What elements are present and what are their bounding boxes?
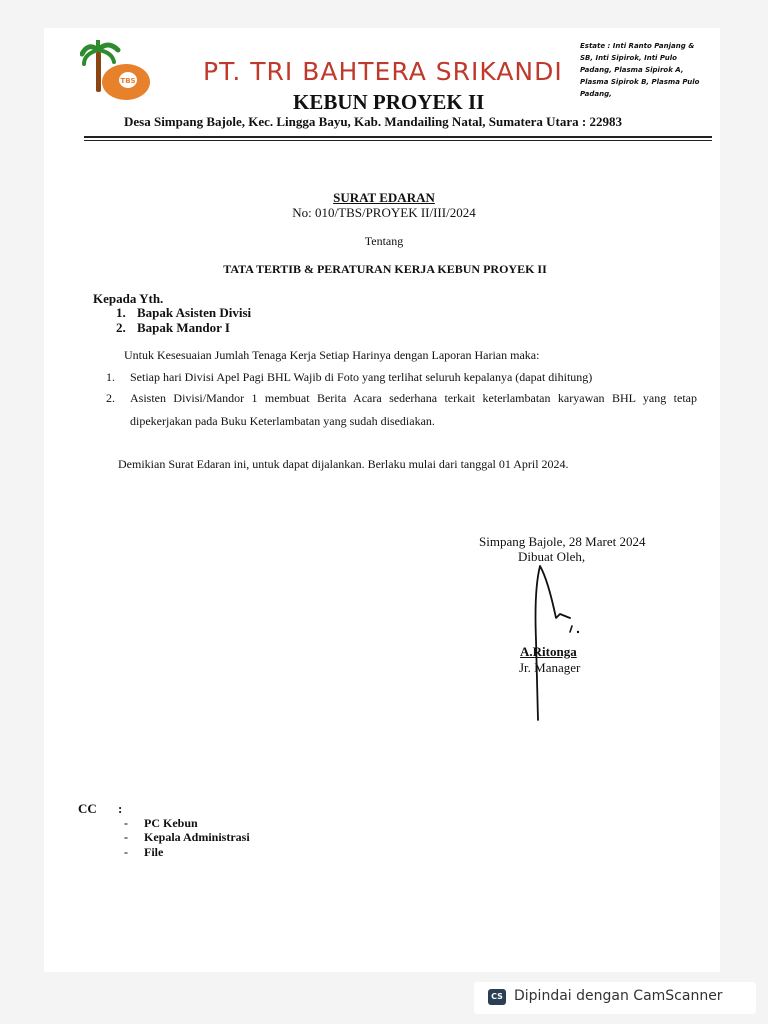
cc-bullet: - bbox=[124, 845, 128, 859]
company-logo bbox=[80, 40, 160, 110]
cc-label: CC bbox=[78, 801, 97, 816]
intro-text: Untuk Kesesuaian Jumlah Tenaga Kerja Setiap Harinya dengan Laporan Harian maka: bbox=[124, 348, 540, 362]
letterhead-divider bbox=[84, 136, 712, 138]
letterhead-divider-thin bbox=[84, 140, 712, 141]
cc-colon: : bbox=[118, 801, 123, 816]
unit-name: KEBUN PROYEK II bbox=[293, 90, 485, 114]
estate-line: SB, Inti Sipirok, Inti Pulo bbox=[580, 54, 677, 62]
about-label: Tentang bbox=[364, 234, 404, 248]
point-text: Asisten Divisi/Mandor 1 membuat Berita Acara sederhana terkait keterlambatan karyawan BHL yang tetap bbox=[130, 391, 697, 405]
recipient-number: 1. bbox=[116, 305, 126, 320]
recipient-item bbox=[116, 305, 251, 321]
made-by-label: Dibuat Oleh, bbox=[518, 549, 586, 564]
estate-list bbox=[580, 40, 712, 100]
cc-bullet: - bbox=[124, 816, 128, 830]
estate-line: Padang, bbox=[580, 90, 612, 98]
estate-line: Plasma Sipirok B, Plasma Pulo bbox=[580, 78, 700, 86]
closing-text: Demikian Surat Edaran ini, untuk dapat dijalankan. Berlaku mulai dari tanggal 01 April 2024. bbox=[118, 457, 569, 471]
letter-subject: TATA TERTIB & PERATURAN KERJA KEBUN PROYEK II bbox=[223, 262, 547, 276]
cc-item: PC Kebun bbox=[144, 816, 198, 830]
recipient-item bbox=[116, 320, 230, 336]
camscanner-logo-icon: CS bbox=[488, 989, 506, 1005]
svg-text:TBS: TBS bbox=[120, 77, 136, 85]
signer-name: A.Ritonga bbox=[520, 644, 577, 659]
cc-bullet: - bbox=[124, 830, 128, 844]
cc-item: Kepala Administrasi bbox=[144, 830, 250, 844]
recipient-name: Bapak Asisten Divisi bbox=[137, 305, 252, 320]
signer-title: Jr. Manager bbox=[519, 660, 581, 675]
point-text-continued: dipekerjakan pada Buku Keterlambatan yang sudah disediakan. bbox=[130, 414, 435, 428]
estate-line: Estate : Inti Ranto Panjang & bbox=[580, 42, 695, 50]
point-number: 2. bbox=[106, 391, 115, 405]
camscanner-label: Dipindai dengan CamScanner bbox=[514, 988, 723, 1004]
cc-item: File bbox=[144, 845, 164, 859]
estate-line: Padang, Plasma Sipirok A, bbox=[580, 66, 684, 74]
recipient-name: Bapak Mandor I bbox=[137, 320, 230, 335]
letter-number: No: 010/TBS/PROYEK II/III/2024 bbox=[292, 205, 476, 220]
company-address: Desa Simpang Bajole, Kec. Lingga Bayu, Kab. Mandailing Natal, Sumatera Utara : 22983 bbox=[124, 114, 622, 129]
company-name: PT. TRI BAHTERA SRIKANDI bbox=[203, 57, 563, 86]
place-date: Simpang Bajole, 28 Maret 2024 bbox=[479, 534, 646, 549]
point-number: 1. bbox=[106, 370, 115, 384]
point-text: Setiap hari Divisi Apel Pagi BHL Wajib di Foto yang terlihat seluruh kepalanya (dapat dihitung) bbox=[130, 370, 593, 384]
recipient-number: 2. bbox=[116, 320, 126, 335]
letter-title: SURAT EDARAN bbox=[333, 190, 435, 205]
to-label: Kepada Yth. bbox=[93, 291, 164, 306]
